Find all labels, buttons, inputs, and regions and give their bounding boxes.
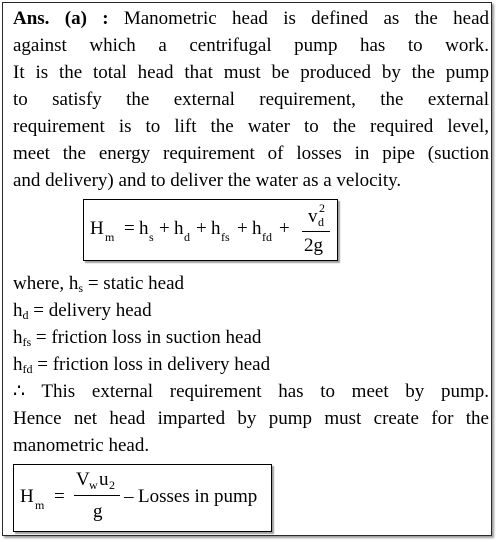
formula2-denominator: g: [93, 501, 103, 522]
answer-line-7: and delivery) and to deliver the water as a velocity.: [13, 170, 402, 191]
answer-line-6: meet the energy requirement of losses in pipe (suction: [13, 143, 489, 164]
formula1-H: H: [90, 218, 104, 239]
formula2-m: m: [35, 498, 45, 512]
definition-hd-h: h: [13, 300, 23, 321]
formula2-numerator-w: w: [89, 478, 98, 492]
answer-text-1: Manometric head is defined as the head: [108, 8, 489, 29]
formula1-sub-fs: fs: [221, 230, 230, 244]
formula1-numerator-sub: d: [318, 215, 324, 229]
definition-hfd-h: h: [13, 354, 23, 375]
conclusion-line-3: manometric head.: [13, 435, 150, 456]
formula1-plus-2: +: [196, 218, 207, 239]
formula1-plus-4: +: [279, 218, 290, 239]
formula2-fraction-bar: [74, 495, 120, 496]
answer-line-4: to satisfy the external requirement, the external: [13, 89, 489, 110]
formula2-numerator-u: u: [99, 469, 109, 490]
formula1-plus-3: +: [237, 218, 248, 239]
formula1-equals: =: [124, 218, 135, 239]
definition-hfs-sub: fs: [22, 335, 32, 349]
definition-hd: [13, 300, 489, 322]
formula1-m: m: [105, 230, 115, 244]
definition-hfs-h: h: [13, 327, 23, 348]
formula1-sub-s: s: [149, 230, 154, 244]
definition-hs-text: = static head: [83, 273, 185, 294]
formula2-minus: –: [124, 486, 134, 507]
answer-label: Ans. (a) :: [13, 8, 109, 29]
definition-hs-label: where, h: [13, 273, 79, 294]
formula1-plus-1: +: [159, 218, 170, 239]
definition-hfd-text: = friction loss in delivery head: [32, 354, 271, 375]
answer-line-3: It is the total head that must be produced by the pump: [13, 62, 489, 83]
conclusion-line-1: ∴ This external requirement has to meet by pump.: [13, 381, 489, 402]
formula1-denominator: 2g: [304, 235, 323, 256]
manometric-head-formula: [83, 199, 338, 261]
definition-hs-sub: s: [78, 281, 84, 295]
answer-line-5: requirement is to lift the water to the required level,: [13, 116, 489, 137]
definition-hd-sub: d: [22, 308, 29, 322]
formula1-h-d: h: [174, 218, 184, 239]
net-head-formula: [13, 464, 272, 532]
formula1-numerator-sup: 2: [319, 201, 325, 215]
definition-hs: [13, 273, 489, 295]
formula1-sub-fd: fd: [262, 230, 272, 244]
definition-hfs-text: = friction loss in suction head: [31, 327, 262, 348]
definition-hfd: [13, 354, 489, 376]
definition-hfd-sub: fd: [22, 362, 33, 376]
conclusion-line-2: Hence net head imparted by pump must create for the: [13, 408, 489, 429]
formula2-equals: =: [54, 486, 65, 507]
definition-hfs: [13, 327, 489, 349]
formula2-H: H: [20, 486, 34, 507]
formula1-h-fd: h: [252, 218, 262, 239]
formula1-sub-d: d: [184, 230, 190, 244]
formula2-losses: Losses in pump: [138, 486, 258, 507]
formula1-h-fs: h: [211, 218, 221, 239]
answer-line-2: against which a centrifugal pump has to work.: [13, 35, 489, 56]
definition-hd-text: = delivery head: [28, 300, 152, 321]
formula1-h-s: h: [139, 218, 149, 239]
formula1-fraction-bar: [302, 231, 330, 232]
answer-line-1: [13, 8, 489, 30]
formula1-numerator-v: v: [308, 206, 318, 227]
formula2-numerator-V: V: [76, 469, 90, 490]
formula2-numerator-2: 2: [109, 478, 115, 492]
answer-card: [2, 2, 492, 536]
